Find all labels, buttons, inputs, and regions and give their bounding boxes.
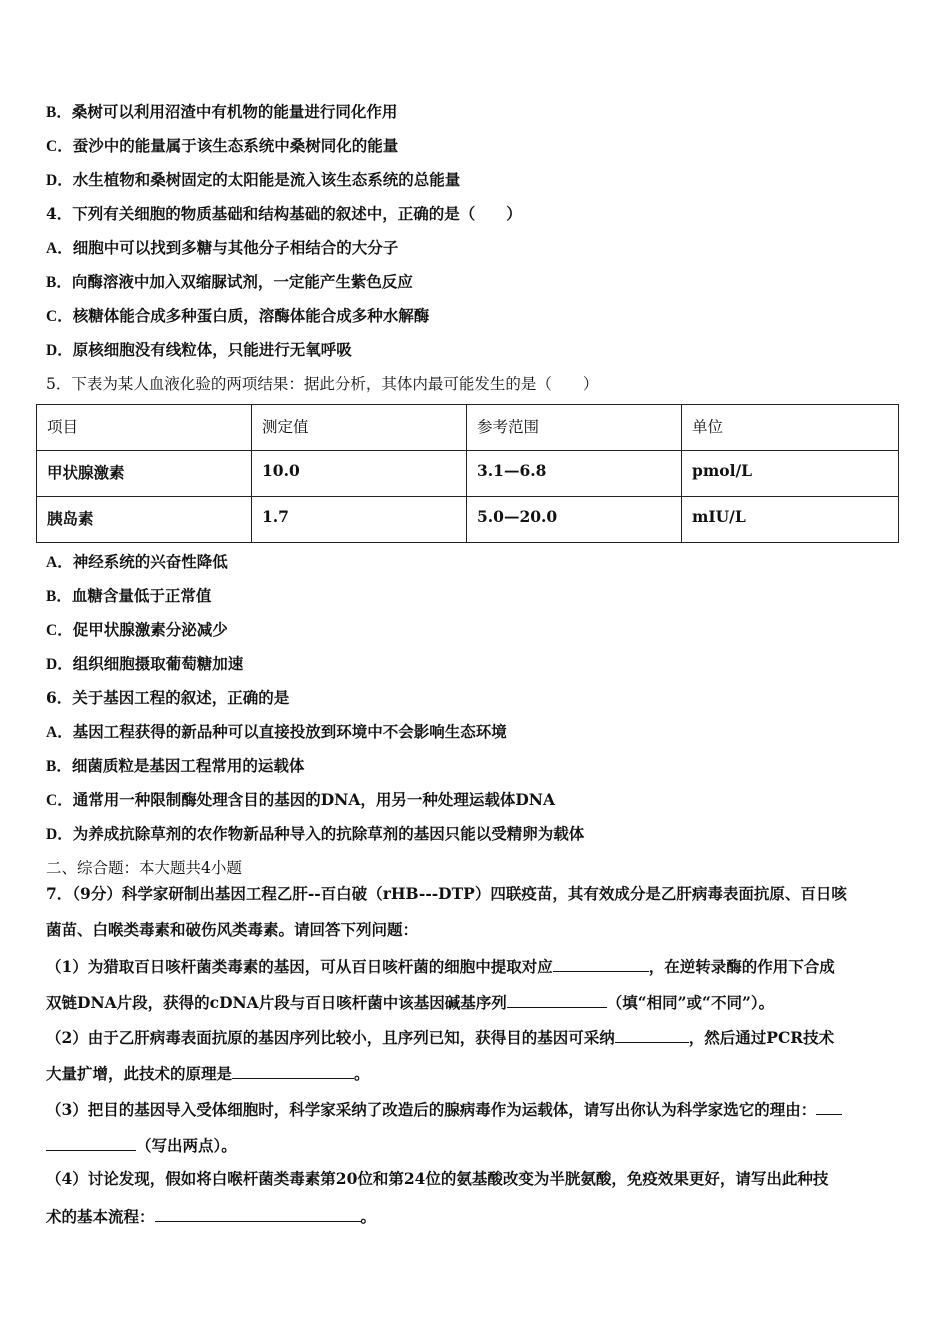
answer-blank[interactable]: [816, 1098, 842, 1115]
table-header-cell: 测定值: [252, 405, 467, 451]
table-row: [37, 497, 899, 543]
answer-blank[interactable]: [232, 1062, 354, 1079]
q6-option-b: B．细菌质粒是基因工程常用的运载体: [46, 756, 305, 775]
q4-option-b: B．向酶溶液中加入双缩脲试剂，一定能产生紫色反应: [46, 272, 413, 291]
table-cell: 10.0: [252, 451, 467, 497]
q4-stem: 4．下列有关细胞的物质基础和结构基础的叙述中，正确的是（ ）: [46, 204, 522, 223]
q6-option-d: D．为养成抗除草剂的农作物新品种导入的抗除草剂的基因只能以受精卵为载体: [46, 824, 585, 843]
table-header-cell: 参考范围: [467, 405, 682, 451]
q5-stem: 5．下表为某人血液化验的两项结果：据此分析，其体内最可能发生的是（ ）: [46, 375, 599, 393]
q3-option-c: C．蚕沙中的能量属于该生态系统中桑树同化的能量: [46, 136, 399, 155]
q7-part2-line2: 大量扩增，此技术的原理是 。: [46, 1064, 370, 1083]
q6-option-c: C．通常用一种限制酶处理含目的基因的DNA，用另一种处理运载体DNA: [46, 790, 555, 809]
q7-stem-line1: 7．（9分）科学家研制出基因工程乙肝--百白破（rHB---DTP）四联疫苗，其有效成分是乙肝病毒表面抗原、百日咳: [46, 884, 847, 903]
q6-option-a: A．基因工程获得的新品种可以直接投放到环境中不会影响生态环境: [46, 722, 507, 741]
blood-test-table: [36, 404, 899, 543]
table-header-row: [37, 405, 899, 451]
q4-option-a: A．细胞中可以找到多糖与其他分子相结合的大分子: [46, 238, 399, 257]
section-heading: 二、综合题：本大题共4小题: [46, 859, 242, 877]
q3-option-b: B．桑树可以利用沼渣中有机物的能量进行同化作用: [46, 102, 398, 121]
answer-blank[interactable]: [615, 1026, 689, 1043]
answer-blank[interactable]: [507, 991, 607, 1008]
q7-part4-line1: （4）讨论发现，假如将白喉杆菌类毒素第20位和第24位的氨基酸改变为半胱氨酸，免疫效果更好，请写出此种技: [46, 1169, 829, 1188]
q7-part1-line1: （1）为猎取百日咳杆菌类毒素的基因，可从百日咳杆菌的细胞中提取对应 ，在逆转录酶的作用下合成: [46, 957, 835, 976]
q5-option-b: B．血糖含量低于正常值: [46, 586, 212, 605]
answer-blank[interactable]: [155, 1205, 361, 1222]
q7-part4-line2: 术的基本流程： 。: [46, 1207, 377, 1226]
table-cell: 1.7: [252, 497, 467, 543]
q4-option-d: D．原核细胞没有线粒体，只能进行无氧呼吸: [46, 340, 352, 359]
q7-part2-line1: （2）由于乙肝病毒表面抗原的基因序列比较小，且序列已知，获得目的基因可采纳 ，然后通过PCR技术: [46, 1028, 835, 1047]
q7-part3-line2: （写出两点）。: [46, 1134, 237, 1156]
q7-part3-line1: （3）把目的基因导入受体细胞时，科学家采纳了改造后的腺病毒作为运载体，请写出你认为科学家选它的理由：: [46, 1098, 842, 1120]
q7-stem-line2: 菌苗、白喉类毒素和破伤风类毒素。请回答下列问题：: [46, 920, 419, 939]
table-header-cell: 单位: [682, 405, 899, 451]
q4-option-c: C．核糖体能合成多种蛋白质，溶酶体能合成多种水解酶: [46, 306, 430, 325]
q6-stem: 6．关于基因工程的叙述，正确的是: [46, 688, 290, 707]
table-cell: 甲状腺激素: [37, 451, 252, 497]
q5-option-d: D．组织细胞摄取葡萄糖加速: [46, 654, 244, 673]
table-cell: 胰岛素: [37, 497, 252, 543]
table-cell: 5.0—20.0: [467, 497, 682, 543]
table-cell: pmol/L: [682, 451, 899, 497]
table-cell: 3.1—6.8: [467, 451, 682, 497]
table-header-cell: 项目: [37, 405, 252, 451]
q3-option-d: D．水生植物和桑树固定的太阳能是流入该生态系统的总能量: [46, 170, 461, 189]
table-cell: mIU/L: [682, 497, 899, 543]
table-row: [37, 451, 899, 497]
q5-option-c: C．促甲状腺激素分泌减少: [46, 620, 228, 639]
answer-blank[interactable]: [46, 1134, 136, 1151]
answer-blank[interactable]: [553, 955, 649, 972]
q5-option-a: A．神经系统的兴奋性降低: [46, 552, 228, 571]
q7-part1-line2: 双链DNA片段，获得的cDNA片段与百日咳杆菌中该基因碱基序列 （填“相同”或“不同”）。: [46, 993, 775, 1012]
